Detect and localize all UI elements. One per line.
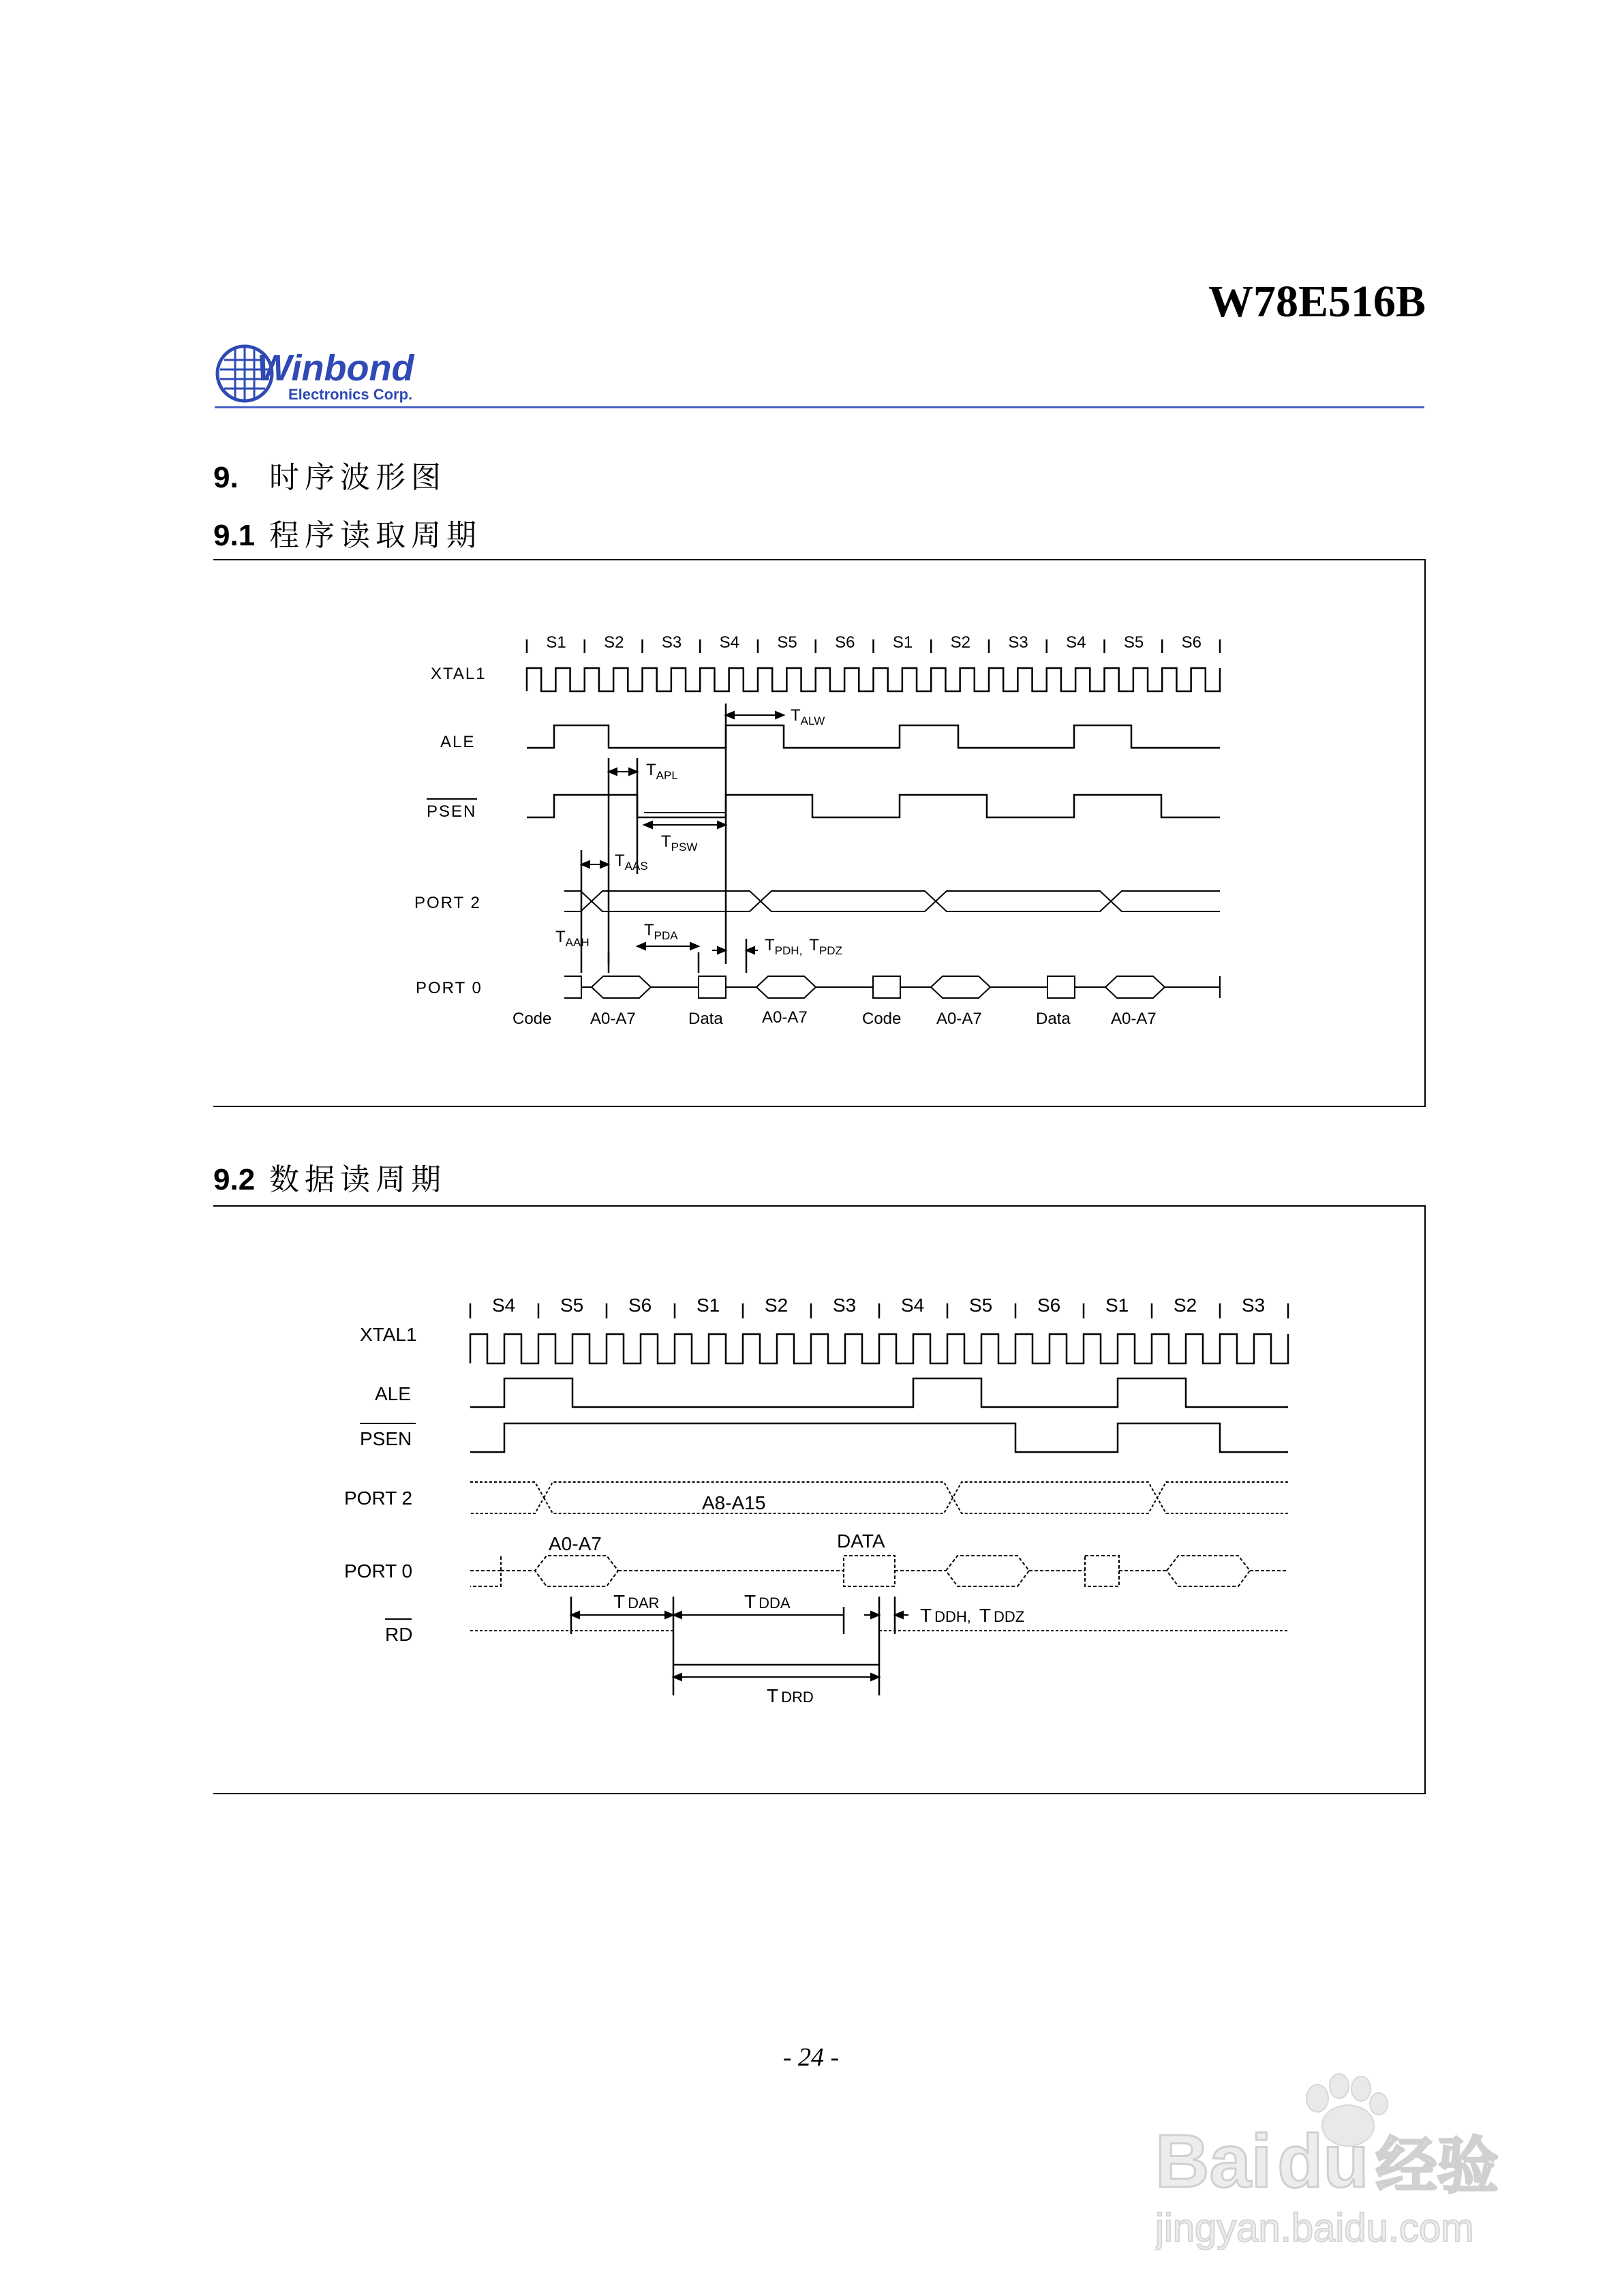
timing-t-dda: T DDA — [744, 1591, 791, 1612]
header-rule — [215, 406, 1424, 408]
psen-label: PSEN — [360, 1428, 412, 1449]
section-title: 时序波形图 — [269, 460, 446, 495]
state-label: S1 — [697, 1295, 720, 1316]
bus-label: A0-A7 — [590, 1010, 636, 1028]
state-label: S3 — [1008, 633, 1028, 652]
state-label: S4 — [1066, 633, 1086, 652]
state-label: S3 — [661, 633, 682, 652]
ale-label: ALE — [375, 1383, 411, 1404]
psen-waveform — [527, 795, 1220, 817]
winbond-logo — [215, 339, 440, 406]
timing-arrows — [571, 1612, 908, 1680]
ale-waveform — [470, 1378, 1288, 1407]
port2-label: PORT 2 — [344, 1487, 413, 1509]
xtal1-label: XTAL1 — [431, 665, 487, 683]
state-label: S1 — [546, 633, 566, 652]
timing-t-aah: $T_{AAH}$ — [555, 928, 590, 949]
state-separators — [470, 1303, 1288, 1318]
timing-t-pda: $T_{PDA}$ — [644, 921, 678, 942]
port2-bus — [564, 891, 1220, 911]
watermark-brand: Baidu 经验 — [1155, 2119, 1499, 2203]
state-label: S6 — [628, 1295, 652, 1316]
logo-subtext: Electronics Corp. — [288, 386, 413, 403]
section-number: 9. — [213, 461, 239, 494]
state-label: S1 — [892, 633, 913, 652]
state-separators — [527, 639, 1220, 653]
timing-t-aas: $T_{AAS}$ — [615, 851, 648, 873]
port2-bus — [470, 1482, 1288, 1513]
port0-label: PORT 0 — [344, 1560, 413, 1582]
psen-waveform — [470, 1423, 1288, 1452]
timing-t-pdh-pdz: $T_{PDH,}$ $T_{PDZ}$ — [765, 936, 842, 957]
state-label: S5 — [1123, 633, 1144, 652]
psen-label: PSEN — [427, 802, 477, 821]
port2-value: A8-A15 — [702, 1492, 766, 1513]
port2-label: PORT 2 — [414, 894, 481, 912]
timing-t-dar: T DAR — [613, 1591, 660, 1612]
state-label: S6 — [1181, 633, 1202, 652]
bus-label: A0-A7 — [936, 1010, 982, 1028]
state-label: S5 — [777, 633, 797, 652]
timing-t-drd: T DRD — [767, 1685, 814, 1706]
port0-bus-labels — [512, 1008, 1157, 1028]
section-9-heading — [213, 453, 446, 496]
section-9-2-heading — [213, 1155, 446, 1198]
state-label: S4 — [492, 1295, 516, 1316]
bus-label: Code — [512, 1010, 552, 1028]
timing-t-alw: $T_{ALW}$ — [791, 706, 825, 727]
section-number: 9.1 — [213, 519, 256, 552]
state-label: S6 — [1037, 1295, 1061, 1316]
bus-label: A0-A7 — [1111, 1010, 1157, 1028]
rd-label: RD — [385, 1624, 413, 1645]
page-number: - 24 - — [782, 2043, 840, 2072]
state-label: S2 — [950, 633, 970, 652]
section-title: 数据读周期 — [269, 1162, 446, 1197]
bus-label: Data — [688, 1010, 723, 1028]
section-number: 9.2 — [213, 1163, 256, 1196]
data-read-timing-diagram — [213, 1205, 1426, 1794]
state-label: S3 — [1242, 1295, 1266, 1316]
section-title: 程序读取周期 — [269, 518, 482, 553]
state-label: S4 — [719, 633, 739, 652]
state-label: S2 — [765, 1295, 789, 1316]
timing-t-ddh-ddz: T DDH, T DDZ — [920, 1605, 1025, 1626]
port0-bus — [564, 976, 1220, 998]
state-label: S5 — [560, 1295, 584, 1316]
ale-label: ALE — [440, 733, 476, 751]
state-label: S2 — [604, 633, 624, 652]
port0-bus — [470, 1556, 1288, 1586]
port0-address-label: A0-A7 — [549, 1533, 602, 1554]
bus-label: Code — [862, 1010, 902, 1028]
state-label: S6 — [835, 633, 855, 652]
xtal1-label: XTAL1 — [360, 1324, 417, 1345]
ale-waveform — [527, 725, 1220, 748]
bus-label: A0-A7 — [762, 1008, 808, 1027]
state-label: S1 — [1105, 1295, 1129, 1316]
watermark-url: jingyan.baidu.com — [1155, 2206, 1474, 2250]
state-label: S2 — [1174, 1295, 1197, 1316]
bus-label: Data — [1036, 1010, 1071, 1028]
xtal1-waveform — [527, 668, 1220, 691]
timing-t-apl: $T_{APL}$ — [646, 761, 678, 782]
xtal1-waveform — [470, 1334, 1288, 1363]
logo-wordmark: Winbond — [257, 348, 414, 389]
state-label: S3 — [833, 1295, 857, 1316]
port0-data-label: DATA — [837, 1530, 885, 1552]
state-label: S4 — [901, 1295, 925, 1316]
program-fetch-timing-diagram — [213, 559, 1426, 1107]
timing-t-psw: $T_{PSW}$ — [661, 832, 698, 854]
state-label: S5 — [969, 1295, 993, 1316]
baidu-jingyan-watermark — [1155, 2066, 1537, 2256]
section-9-1-heading — [213, 511, 482, 554]
port0-label: PORT 0 — [416, 979, 483, 997]
document-title: W78E516B — [1208, 277, 1426, 327]
